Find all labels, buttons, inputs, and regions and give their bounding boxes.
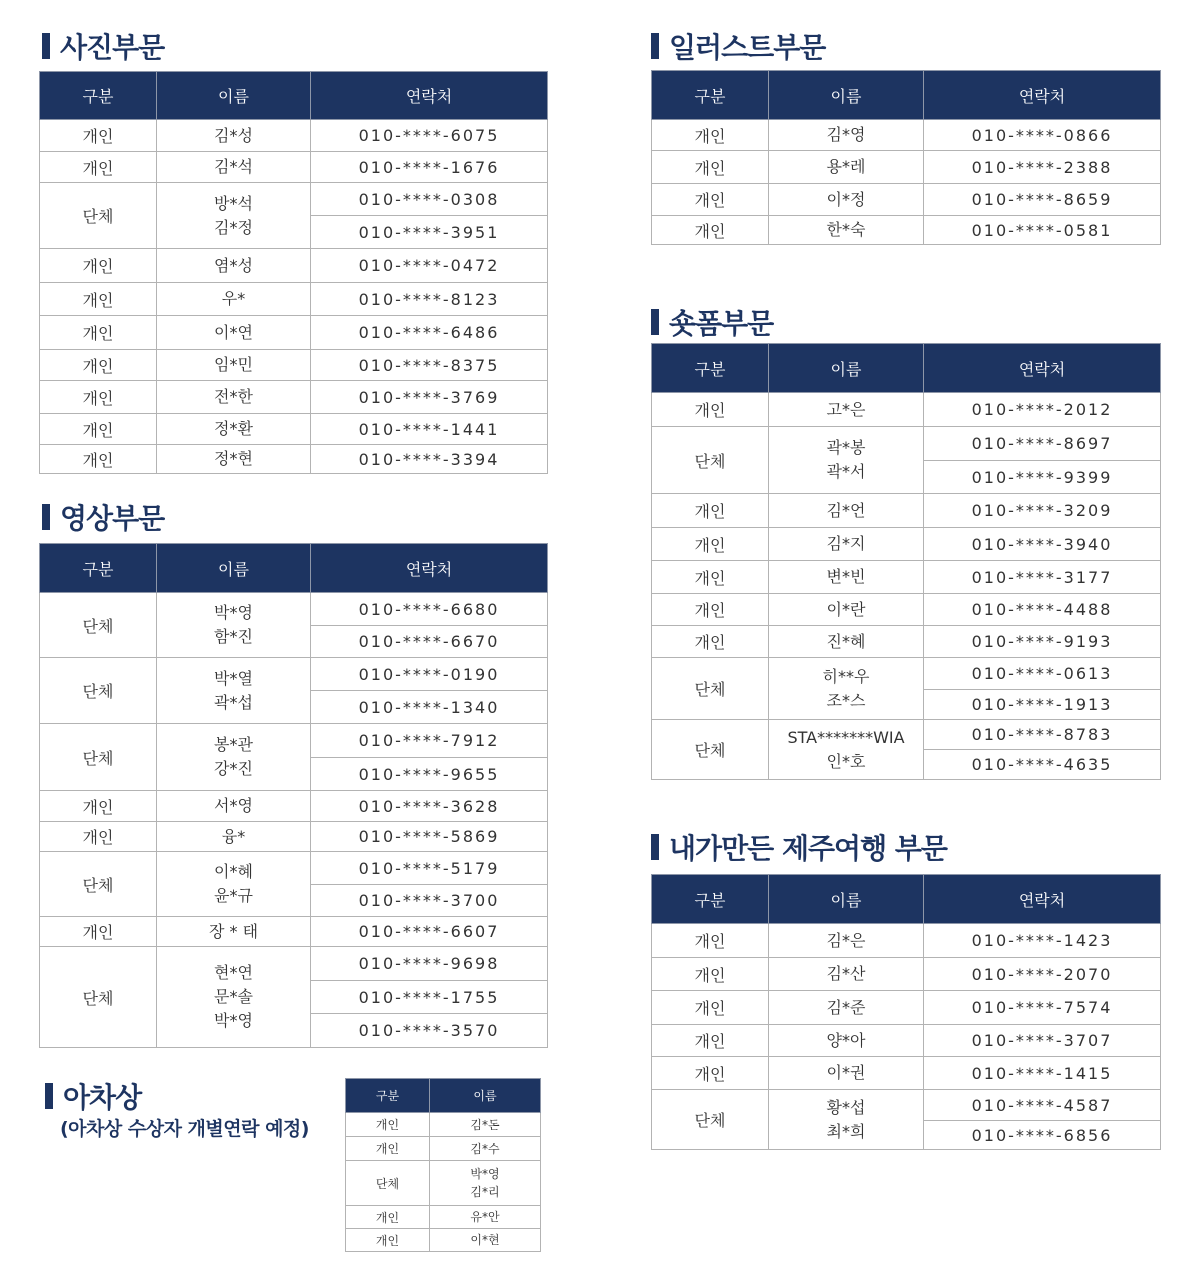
name-text: 변*빈 bbox=[826, 567, 866, 586]
type-cell: 개인 bbox=[40, 445, 157, 474]
type-cell: 개인 bbox=[652, 216, 769, 245]
name-cell bbox=[430, 1229, 541, 1252]
type-cell: 단체 bbox=[652, 427, 769, 494]
phone-cell: 010-****-0308 bbox=[311, 183, 548, 216]
type-cell: 개인 bbox=[346, 1113, 430, 1137]
header-contact: 연락처 bbox=[311, 72, 548, 120]
phone-cell: 010-****-7574 bbox=[924, 991, 1161, 1025]
name-cell bbox=[157, 120, 311, 152]
table-row bbox=[652, 561, 1161, 594]
phone-cell: 010-****-3209 bbox=[924, 494, 1161, 528]
type-cell: 단체 bbox=[40, 658, 157, 724]
name-cell bbox=[769, 626, 924, 658]
table-row bbox=[40, 350, 548, 381]
phone-cell: 010-****-9655 bbox=[311, 758, 548, 791]
table-row bbox=[40, 152, 548, 183]
phone-cell: 010-****-3707 bbox=[924, 1025, 1161, 1057]
type-cell: 개인 bbox=[40, 822, 157, 852]
name-text: 김*수 bbox=[470, 1141, 500, 1156]
header-type: 구분 bbox=[652, 344, 769, 393]
type-cell: 개인 bbox=[652, 494, 769, 528]
name-text: 김*준 bbox=[826, 997, 866, 1017]
name-text: 히**우 bbox=[822, 666, 870, 686]
name-cell bbox=[157, 183, 311, 249]
phone-cell: 010-****-6856 bbox=[924, 1121, 1161, 1150]
name-text: 조*스 bbox=[826, 690, 866, 710]
table-row bbox=[40, 822, 548, 852]
type-cell: 개인 bbox=[40, 350, 157, 381]
phone-cell: 010-****-9698 bbox=[311, 947, 548, 981]
type-cell: 개인 bbox=[652, 528, 769, 561]
table-row bbox=[40, 791, 548, 822]
type-cell: 단체 bbox=[652, 720, 769, 780]
table-row bbox=[652, 658, 1161, 690]
name-text: 박*영 bbox=[214, 1011, 253, 1030]
achasang-subtitle: (아차상 수상자 개별연락 예정) bbox=[60, 1118, 309, 1140]
phone-cell: 010-****-9399 bbox=[924, 461, 1161, 494]
header-contact: 연락처 bbox=[311, 544, 548, 593]
name-text: 융* bbox=[221, 826, 246, 846]
name-cell bbox=[769, 528, 924, 561]
type-cell: 단체 bbox=[346, 1161, 430, 1206]
name-text: 이*혜 bbox=[214, 862, 253, 881]
name-text: 이*현 bbox=[470, 1233, 500, 1247]
type-cell: 개인 bbox=[40, 316, 157, 350]
table-row bbox=[346, 1137, 541, 1161]
name-text: 문*솔 bbox=[214, 987, 253, 1006]
phone-cell: 010-****-6486 bbox=[311, 316, 548, 350]
table-header-row bbox=[652, 875, 1161, 924]
phone-cell: 010-****-5869 bbox=[311, 822, 548, 852]
name-text: 유*안 bbox=[470, 1210, 500, 1224]
phone-cell: 010-****-0190 bbox=[311, 658, 548, 691]
phone-cell: 010-****-5179 bbox=[311, 852, 548, 885]
type-cell: 개인 bbox=[40, 414, 157, 445]
heading-bar bbox=[651, 33, 659, 59]
table-header-row bbox=[40, 544, 548, 593]
type-cell: 개인 bbox=[652, 1057, 769, 1090]
table-row bbox=[346, 1161, 541, 1206]
name-text: 김*돈 bbox=[470, 1117, 500, 1132]
header-name: 이름 bbox=[157, 72, 311, 120]
phone-cell: 010-****-0581 bbox=[924, 216, 1161, 245]
name-text: 황*섭 bbox=[826, 1097, 866, 1117]
name-cell bbox=[157, 947, 311, 1048]
table-row bbox=[40, 183, 548, 216]
name-text: 전*한 bbox=[214, 387, 253, 406]
table-header-row bbox=[652, 344, 1161, 393]
phone-cell: 010-****-0472 bbox=[311, 249, 548, 283]
name-text: 박*열 bbox=[214, 668, 253, 688]
name-cell bbox=[769, 216, 924, 245]
phone-cell: 010-****-4635 bbox=[924, 750, 1161, 780]
photo-section-heading bbox=[42, 26, 164, 66]
name-text: 박*영 bbox=[214, 603, 253, 622]
type-cell: 단체 bbox=[652, 1090, 769, 1150]
table-row bbox=[40, 381, 548, 414]
type-cell: 개인 bbox=[346, 1229, 430, 1252]
table-row bbox=[40, 249, 548, 283]
name-cell bbox=[430, 1161, 541, 1206]
name-cell bbox=[769, 594, 924, 626]
table-row bbox=[40, 593, 548, 626]
name-text: 봉*관 bbox=[214, 735, 253, 754]
type-cell: 단체 bbox=[652, 658, 769, 720]
table-row bbox=[652, 1025, 1161, 1057]
illust-table bbox=[651, 70, 1161, 245]
phone-cell: 010-****-6075 bbox=[311, 120, 548, 152]
header-name: 이름 bbox=[157, 544, 311, 593]
header-type: 구분 bbox=[40, 544, 157, 593]
jeju-table bbox=[651, 874, 1161, 1150]
name-text: 함*진 bbox=[214, 627, 253, 646]
name-text: 현*연 bbox=[214, 963, 253, 982]
table-row bbox=[40, 852, 548, 885]
type-cell: 개인 bbox=[40, 917, 157, 947]
shortform-table bbox=[651, 343, 1161, 780]
phone-cell: 010-****-6680 bbox=[311, 593, 548, 626]
name-text: 한*숙 bbox=[826, 220, 866, 239]
video-section-heading bbox=[42, 497, 164, 537]
header-name: 이름 bbox=[769, 875, 924, 924]
phone-cell: 010-****-7912 bbox=[311, 724, 548, 758]
phone-cell: 010-****-1913 bbox=[924, 690, 1161, 720]
name-cell bbox=[769, 120, 924, 151]
name-cell bbox=[157, 350, 311, 381]
name-cell bbox=[157, 822, 311, 852]
phone-cell: 010-****-3394 bbox=[311, 445, 548, 474]
phone-cell: 010-****-1676 bbox=[311, 152, 548, 183]
name-cell bbox=[157, 445, 311, 474]
name-cell bbox=[157, 791, 311, 822]
jeju-section-title: 내가만든 제주여행 부문 bbox=[669, 832, 947, 865]
type-cell: 개인 bbox=[652, 120, 769, 151]
phone-cell: 010-****-1415 bbox=[924, 1057, 1161, 1090]
name-cell bbox=[769, 1025, 924, 1057]
name-text: 김*석 bbox=[214, 157, 253, 176]
table-row bbox=[652, 184, 1161, 216]
name-cell bbox=[157, 852, 311, 917]
name-cell bbox=[430, 1206, 541, 1229]
jeju-section-heading bbox=[651, 827, 947, 867]
name-text: 서*영 bbox=[214, 796, 253, 815]
table-row bbox=[652, 991, 1161, 1025]
type-cell: 단체 bbox=[40, 852, 157, 917]
type-cell: 개인 bbox=[346, 1206, 430, 1229]
table-header-row bbox=[346, 1079, 541, 1113]
name-cell bbox=[430, 1113, 541, 1137]
header-contact: 연락처 bbox=[924, 875, 1161, 924]
phone-cell: 010-****-8659 bbox=[924, 184, 1161, 216]
name-cell bbox=[157, 414, 311, 445]
name-text: 이*연 bbox=[214, 322, 253, 342]
type-cell: 개인 bbox=[346, 1137, 430, 1161]
illust-section-heading bbox=[651, 26, 825, 66]
name-text: 곽*섭 bbox=[214, 692, 253, 712]
phone-cell: 010-****-8123 bbox=[311, 283, 548, 316]
header-type: 구분 bbox=[40, 72, 157, 120]
name-cell bbox=[769, 184, 924, 216]
phone-cell: 010-****-3570 bbox=[311, 1014, 548, 1048]
video-section-title: 영상부문 bbox=[60, 502, 165, 535]
table-row bbox=[346, 1113, 541, 1137]
name-text: 장 * 태 bbox=[208, 921, 259, 941]
photo-table bbox=[39, 71, 548, 474]
name-cell bbox=[157, 658, 311, 724]
name-text: 인*호 bbox=[826, 751, 866, 771]
name-text: 박*영 bbox=[470, 1167, 500, 1181]
phone-cell: 010-****-4488 bbox=[924, 594, 1161, 626]
phone-cell: 010-****-9193 bbox=[924, 626, 1161, 658]
type-cell: 개인 bbox=[652, 184, 769, 216]
phone-cell: 010-****-6670 bbox=[311, 626, 548, 658]
name-cell bbox=[769, 658, 924, 720]
name-text: 김*산 bbox=[826, 964, 866, 983]
name-text: 곽*서 bbox=[826, 462, 866, 481]
name-cell bbox=[769, 1090, 924, 1150]
phone-cell: 010-****-0613 bbox=[924, 658, 1161, 690]
shortform-section-heading bbox=[651, 302, 773, 342]
name-cell bbox=[430, 1137, 541, 1161]
name-cell bbox=[769, 393, 924, 427]
header-name: 이름 bbox=[769, 344, 924, 393]
phone-cell: 010-****-3940 bbox=[924, 528, 1161, 561]
name-text: 이*란 bbox=[826, 599, 866, 619]
table-row bbox=[652, 494, 1161, 528]
header-name: 이름 bbox=[430, 1079, 541, 1113]
header-type: 구분 bbox=[652, 71, 769, 120]
type-cell: 개인 bbox=[652, 393, 769, 427]
header-type: 구분 bbox=[346, 1079, 430, 1113]
name-text: 정*현 bbox=[214, 449, 253, 468]
type-cell: 개인 bbox=[40, 791, 157, 822]
table-row bbox=[652, 958, 1161, 991]
shortform-section-title: 숏폼부문 bbox=[669, 307, 774, 340]
name-text: 최*희 bbox=[826, 1121, 866, 1141]
header-type: 구분 bbox=[652, 875, 769, 924]
video-table bbox=[39, 543, 548, 1048]
name-text: 강*진 bbox=[214, 759, 253, 778]
type-cell: 개인 bbox=[652, 924, 769, 958]
table-row bbox=[652, 1090, 1161, 1121]
header-name: 이름 bbox=[769, 71, 924, 120]
phone-cell: 010-****-1340 bbox=[311, 691, 548, 724]
phone-cell: 010-****-3769 bbox=[311, 381, 548, 414]
type-cell: 개인 bbox=[40, 381, 157, 414]
type-cell: 개인 bbox=[40, 249, 157, 283]
table-row bbox=[652, 594, 1161, 626]
name-cell bbox=[769, 427, 924, 494]
table-row bbox=[40, 283, 548, 316]
name-text: 우* bbox=[221, 289, 246, 308]
table-row bbox=[652, 528, 1161, 561]
type-cell: 단체 bbox=[40, 593, 157, 658]
table-row bbox=[40, 724, 548, 758]
table-row bbox=[652, 626, 1161, 658]
name-cell bbox=[157, 917, 311, 947]
phone-cell: 010-****-8783 bbox=[924, 720, 1161, 750]
phone-cell: 010-****-3177 bbox=[924, 561, 1161, 594]
name-text: STA*******WIA bbox=[787, 727, 905, 747]
table-row bbox=[40, 658, 548, 691]
heading-bar bbox=[651, 309, 659, 335]
type-cell: 개인 bbox=[652, 151, 769, 184]
table-row bbox=[652, 393, 1161, 427]
name-cell bbox=[769, 1057, 924, 1090]
table-row bbox=[652, 1057, 1161, 1090]
heading-bar bbox=[42, 504, 50, 530]
name-text: 윤*규 bbox=[214, 886, 253, 905]
table-row bbox=[40, 947, 548, 981]
table-header-row bbox=[652, 71, 1161, 120]
name-text: 방*석 bbox=[214, 193, 253, 213]
table-row bbox=[652, 720, 1161, 750]
table-row bbox=[652, 924, 1161, 958]
phone-cell: 010-****-8375 bbox=[311, 350, 548, 381]
name-text: 김*지 bbox=[826, 534, 866, 553]
heading-bar bbox=[45, 1083, 53, 1109]
name-text: 김*리 bbox=[470, 1185, 500, 1199]
type-cell: 개인 bbox=[652, 958, 769, 991]
type-cell: 개인 bbox=[652, 561, 769, 594]
table-row bbox=[40, 917, 548, 947]
table-row bbox=[652, 216, 1161, 245]
phone-cell: 010-****-3951 bbox=[311, 216, 548, 249]
type-cell: 단체 bbox=[40, 183, 157, 249]
achasang-section-heading bbox=[45, 1076, 141, 1116]
achasang-section-title: 아차상 bbox=[63, 1081, 142, 1114]
table-row bbox=[40, 445, 548, 474]
phone-cell: 010-****-2388 bbox=[924, 151, 1161, 184]
phone-cell: 010-****-2012 bbox=[924, 393, 1161, 427]
illust-section-title: 일러스트부문 bbox=[669, 31, 826, 64]
phone-cell: 010-****-2070 bbox=[924, 958, 1161, 991]
header-contact: 연락처 bbox=[924, 344, 1161, 393]
type-cell: 개인 bbox=[652, 626, 769, 658]
name-text: 염*성 bbox=[214, 255, 253, 275]
name-text: 김*영 bbox=[826, 125, 866, 144]
name-text: 김*은 bbox=[826, 930, 866, 950]
type-cell: 단체 bbox=[40, 947, 157, 1048]
name-text: 김*언 bbox=[826, 500, 866, 520]
name-text: 곽*봉 bbox=[826, 438, 866, 457]
table-header-row bbox=[40, 72, 548, 120]
name-cell bbox=[157, 249, 311, 283]
phone-cell: 010-****-0866 bbox=[924, 120, 1161, 151]
table-row bbox=[40, 316, 548, 350]
name-text: 양*아 bbox=[826, 1030, 866, 1050]
table-row bbox=[652, 151, 1161, 184]
name-cell bbox=[769, 720, 924, 780]
name-text: 정*환 bbox=[214, 419, 253, 438]
type-cell: 개인 bbox=[40, 283, 157, 316]
phone-cell: 010-****-8697 bbox=[924, 427, 1161, 461]
type-cell: 개인 bbox=[652, 594, 769, 626]
phone-cell: 010-****-3628 bbox=[311, 791, 548, 822]
name-cell bbox=[157, 283, 311, 316]
name-text: 용*레 bbox=[826, 157, 866, 176]
name-cell bbox=[157, 152, 311, 183]
heading-bar bbox=[651, 834, 659, 860]
name-cell bbox=[769, 561, 924, 594]
name-text: 이*정 bbox=[826, 189, 866, 209]
header-contact: 연락처 bbox=[924, 71, 1161, 120]
name-cell bbox=[157, 381, 311, 414]
table-row bbox=[346, 1229, 541, 1252]
table-row bbox=[40, 120, 548, 152]
table-row bbox=[652, 427, 1161, 461]
name-cell bbox=[769, 924, 924, 958]
type-cell: 개인 bbox=[652, 991, 769, 1025]
table-row bbox=[652, 120, 1161, 151]
type-cell: 개인 bbox=[40, 152, 157, 183]
photo-section-title: 사진부문 bbox=[60, 31, 165, 64]
table-row bbox=[40, 414, 548, 445]
type-cell: 개인 bbox=[652, 1025, 769, 1057]
phone-cell: 010-****-6607 bbox=[311, 917, 548, 947]
name-text: 김*정 bbox=[214, 217, 253, 237]
name-text: 고*은 bbox=[826, 399, 866, 419]
name-cell bbox=[769, 958, 924, 991]
name-text: 진*혜 bbox=[826, 631, 866, 651]
name-cell bbox=[157, 724, 311, 791]
phone-cell: 010-****-1441 bbox=[311, 414, 548, 445]
name-cell bbox=[157, 593, 311, 658]
name-cell bbox=[157, 316, 311, 350]
phone-cell: 010-****-4587 bbox=[924, 1090, 1161, 1121]
name-text: 김*성 bbox=[214, 125, 253, 145]
phone-cell: 010-****-3700 bbox=[311, 885, 548, 917]
table-row bbox=[346, 1206, 541, 1229]
name-cell bbox=[769, 494, 924, 528]
name-text: 이*권 bbox=[826, 1063, 866, 1082]
heading-bar bbox=[42, 33, 50, 59]
type-cell: 단체 bbox=[40, 724, 157, 791]
name-text: 임*민 bbox=[214, 355, 253, 374]
name-cell bbox=[769, 991, 924, 1025]
achasang-table bbox=[345, 1078, 541, 1252]
phone-cell: 010-****-1423 bbox=[924, 924, 1161, 958]
name-cell bbox=[769, 151, 924, 184]
phone-cell: 010-****-1755 bbox=[311, 981, 548, 1014]
type-cell: 개인 bbox=[40, 120, 157, 152]
